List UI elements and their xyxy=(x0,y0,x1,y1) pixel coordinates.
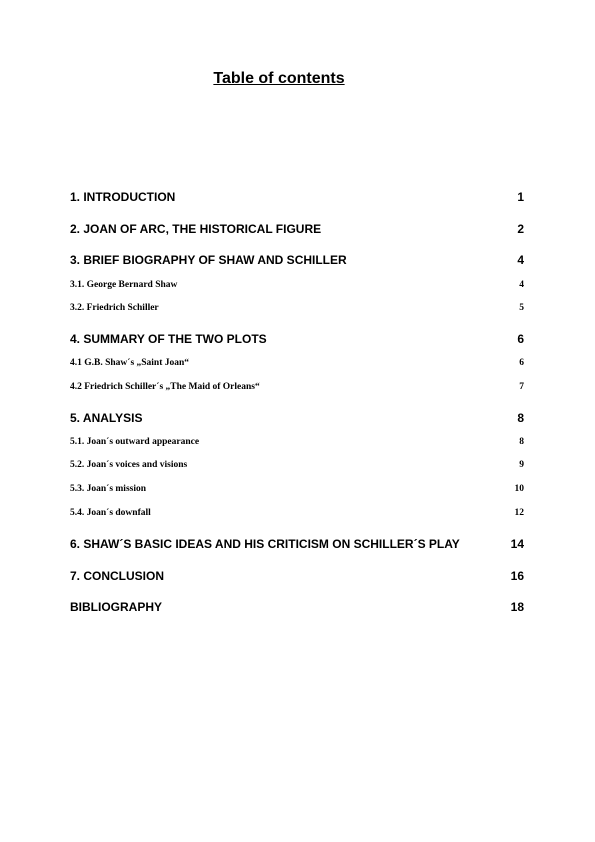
toc-entry-page: 18 xyxy=(510,600,524,614)
toc-entry-label: 4.2 Friedrich Schiller´s „The Maid of Orleans“ xyxy=(70,382,260,392)
toc-entry-label: 1. INTRODUCTION xyxy=(70,190,176,204)
toc-entry-page: 4 xyxy=(519,280,524,290)
toc-entry[interactable] xyxy=(70,411,524,425)
toc-entry[interactable] xyxy=(70,280,524,290)
toc-entry-label: 5.1. Joan´s outward appearance xyxy=(70,437,200,447)
toc-entry[interactable] xyxy=(70,222,524,236)
toc-entry-label: 5. ANALYSIS xyxy=(70,411,143,425)
toc-entry[interactable] xyxy=(70,358,524,368)
toc-entry-page: 6 xyxy=(517,332,524,346)
toc-entry[interactable] xyxy=(70,437,524,447)
page-title: Table of contents xyxy=(213,70,345,87)
toc-entry[interactable] xyxy=(70,253,524,267)
toc-entry[interactable] xyxy=(70,484,524,494)
toc-entry-page: 16 xyxy=(510,569,524,583)
toc-entry-page: 8 xyxy=(517,411,524,425)
toc-entry-label: 6. SHAW´S BASIC IDEAS AND HIS CRITICISM ON SCHILLER´S PLAY xyxy=(70,537,460,551)
toc-entry-page: 4 xyxy=(517,253,524,267)
toc-entry[interactable] xyxy=(70,537,524,551)
toc-entry-label: 3.2. Friedrich Schiller xyxy=(70,303,159,313)
toc-entry-label: 5.4. Joan´s downfall xyxy=(70,508,151,518)
table-of-contents xyxy=(70,0,524,842)
toc-entry-label: 4. SUMMARY OF THE TWO PLOTS xyxy=(70,332,267,346)
toc-entry-page: 7 xyxy=(519,382,524,392)
toc-entry[interactable] xyxy=(70,382,524,392)
toc-entry[interactable] xyxy=(70,508,524,518)
toc-entry-label: 3.1. George Bernard Shaw xyxy=(70,280,178,290)
toc-entry-page: 8 xyxy=(519,437,524,447)
toc-entry-page: 6 xyxy=(519,358,524,368)
toc-entry-page: 14 xyxy=(510,537,524,551)
toc-entry-page: 2 xyxy=(517,222,524,236)
toc-entry[interactable] xyxy=(70,190,524,204)
toc-entry-page: 9 xyxy=(519,460,524,470)
toc-entry-label: 2. JOAN OF ARC, THE HISTORICAL FIGURE xyxy=(70,222,322,236)
toc-entry-label: 4.1 G.B. Shaw´s „Saint Joan“ xyxy=(70,358,190,368)
toc-entry-label: 3. BRIEF BIOGRAPHY OF SHAW AND SCHILLER xyxy=(70,253,347,267)
toc-entry-page: 10 xyxy=(514,484,524,494)
toc-entry-page: 12 xyxy=(514,508,524,518)
toc-entry-label: 7. CONCLUSION xyxy=(70,569,165,583)
toc-entry-label: 5.2. Joan´s voices and visions xyxy=(70,460,188,470)
toc-entry-page: 1 xyxy=(517,190,524,204)
toc-entry-label: 5.3. Joan´s mission xyxy=(70,484,147,494)
toc-entry[interactable] xyxy=(70,569,524,583)
toc-entry[interactable] xyxy=(70,600,524,614)
toc-entry-label: BIBLIOGRAPHY xyxy=(70,600,163,614)
toc-entry-page: 5 xyxy=(519,303,524,313)
toc-entry[interactable] xyxy=(70,460,524,470)
toc-entry[interactable] xyxy=(70,303,524,313)
toc-entry[interactable] xyxy=(70,332,524,346)
